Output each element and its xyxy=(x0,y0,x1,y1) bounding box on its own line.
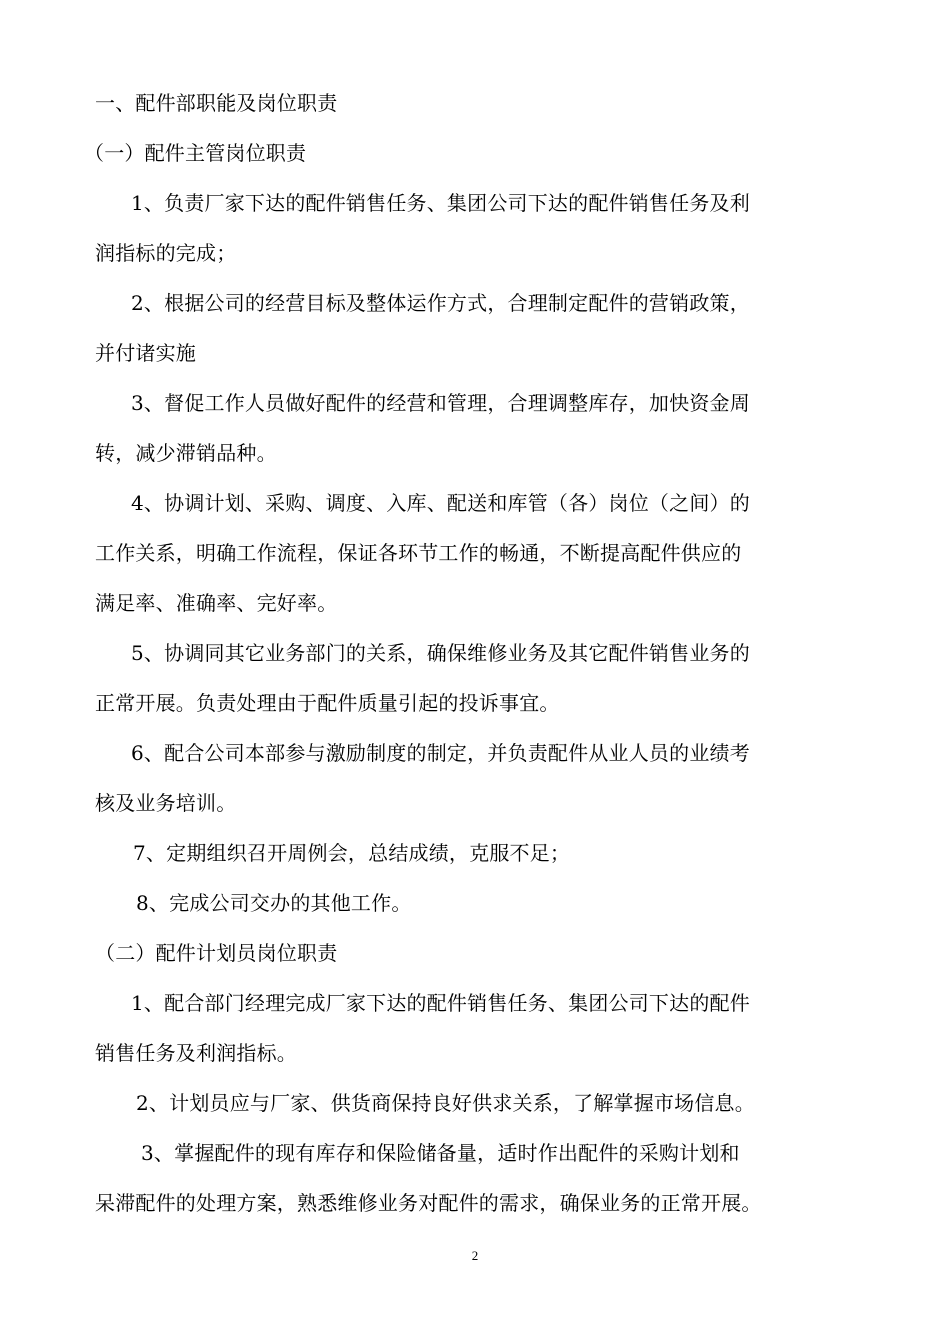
subsection-heading: （一）配件主管岗位职责 xyxy=(84,141,307,165)
paragraph-line: 3、掌握配件的现有库存和保险储备量，适时作出配件的采购计划和 xyxy=(141,1141,740,1165)
page-number: 2 xyxy=(471,1248,479,1263)
paragraph-line: 1、负责厂家下达的配件销售任务、集团公司下达的配件销售任务及利 xyxy=(131,191,750,215)
paragraph-line: 呆滞配件的处理方案，熟悉维修业务对配件的需求，确保业务的正常开展。 xyxy=(95,1191,762,1215)
paragraph-line: 3、督促工作人员做好配件的经营和管理，合理调整库存，加快资金周 xyxy=(131,391,750,415)
paragraph-line: 正常开展。负责处理由于配件质量引起的投诉事宜。 xyxy=(95,691,560,715)
paragraph-line: 1、配合部门经理完成厂家下达的配件销售任务、集团公司下达的配件 xyxy=(131,991,750,1015)
section-heading: 一、配件部职能及岗位职责 xyxy=(95,91,338,115)
paragraph-line: 5、协调同其它业务部门的关系，确保维修业务及其它配件销售业务的 xyxy=(131,641,750,665)
paragraph-line: 转，减少滞销品种。 xyxy=(95,441,277,465)
paragraph-line: 8、完成公司交办的其他工作。 xyxy=(136,891,412,915)
paragraph-line: 6、配合公司本部参与激励制度的制定，并负责配件从业人员的业绩考 xyxy=(131,741,750,765)
paragraph-line: 满足率、准确率、完好率。 xyxy=(95,591,338,615)
paragraph-line: 销售任务及利润指标。 xyxy=(95,1041,297,1065)
subsection-heading: （二）配件计划员岗位职责 xyxy=(95,941,338,965)
paragraph-line: 并付诸实施 xyxy=(95,341,196,365)
paragraph-line: 7、定期组织召开周例会，总结成绩，克服不足； xyxy=(133,841,571,865)
paragraph-line: 2、计划员应与厂家、供货商保持良好供求关系，了解掌握市场信息。 xyxy=(136,1091,755,1115)
paragraph-line: 工作关系，明确工作流程，保证各环节工作的畅通，不断提高配件供应的 xyxy=(95,541,742,565)
paragraph-line: 润指标的完成； xyxy=(95,241,237,265)
paragraph-line: 4、协调计划、采购、调度、入库、配送和库管（各）岗位（之间）的 xyxy=(131,491,750,515)
paragraph-line: 核及业务培训。 xyxy=(95,791,237,815)
paragraph-line: 2、根据公司的经营目标及整体运作方式，合理制定配件的营销政策， xyxy=(131,291,750,315)
